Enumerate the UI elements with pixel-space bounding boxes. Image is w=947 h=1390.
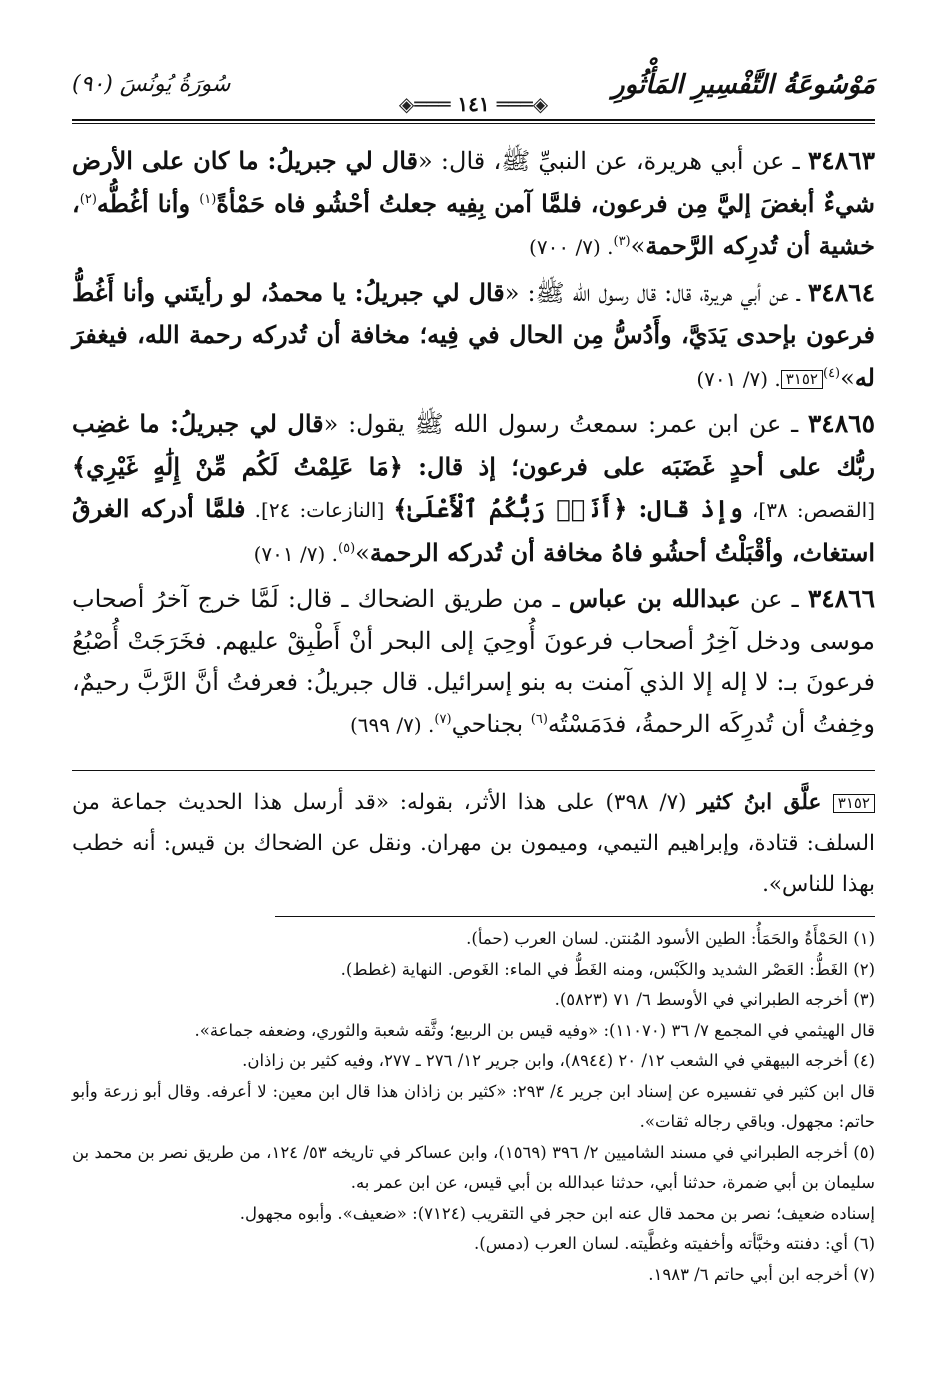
hadith-intro: ـ عن ابن عمر: سمعتُ رسول الله ﷺ يقول: «	[323, 410, 808, 438]
verse-citation: [القصص: ٣٨]،	[742, 498, 875, 522]
quote-close: »	[355, 538, 370, 567]
footnote-ref[interactable]: (١)	[199, 191, 217, 207]
footnote: (٤) أخرجه البيهقي في الشعب ١٢/ ٢٠ (٨٩٤٤)، وابن جرير ١٢/ ٢٧٦ ـ ٢٧٧، وفيه كثير بن زاذان.	[242, 1051, 875, 1070]
ornament-left-icon: ◈═══	[496, 92, 549, 116]
book-title: مَوْسُوعَةُ التَّفْسِيرِ المَأْثُورِ	[612, 70, 875, 100]
footnote: قال ابن كثير في تفسيره عن إسناد ابن جرير ٤/ ٢٩٣: «كثير بن زاذان هذا قال ابن معين: لا أعرفه. وقال أبو زرعة وأبو حاتم: مجهول. وباقي رجاله ثقات».	[72, 1081, 875, 1131]
footnote: (٥) أخرجه الطبراني في مسند الشاميين ٢/ ٣٩٦ (١٥٦٩)، وابن عساكر في تاريخه ٥٣/ ١٢٤، من طريق نصر بن محمد بن سليمان بن أبي ضمرة، حدثنا أبي، حدثنا عبدالله بن أبي قيس، عن ابن عمر به.	[72, 1142, 875, 1192]
commentary-block	[72, 782, 875, 905]
footnote-rule	[275, 916, 875, 917]
commentary-mark[interactable]: ٣١٥٢	[833, 794, 875, 813]
footnote-ref[interactable]: (٣)	[613, 234, 631, 249]
quote-close: »	[840, 363, 855, 392]
hadith-intro: ـ عن أبي هريرة، قال: قال رسول الله ﷺ: «	[504, 278, 808, 307]
verse-citation: [النازعات: ٢٤].	[245, 498, 394, 522]
footnote-ref[interactable]: (٥)	[338, 540, 356, 556]
surah-info: سُورَةُ يُونُسَ (٩٠)	[72, 72, 231, 97]
hadith-quote: قال لي جبريلُ: ما كان على الأرض شيءٌ أبغضَ إليَّ مِن فرعون، فلمَّا آمن بِفِيه جعلتُ أحْشُو فاه حَمْأةً	[72, 146, 875, 218]
quote-close: »	[630, 232, 646, 260]
footnote: (١) الحَمْأَةُ والحَمَأُ: الطين الأسود المُنتن. لسان العرب (حمأ).	[466, 929, 875, 948]
main-text	[72, 140, 875, 749]
hadith-number: ٣٤٨٦٦	[807, 584, 875, 613]
footnote-ref[interactable]: (٦)	[530, 711, 548, 727]
hadith-quote: وإذ قال:	[627, 494, 743, 523]
hadith-entry	[72, 140, 875, 269]
footnote: (٢) الغَطُّ: العَصْر الشديد والكَبْس، ومنه الغَطُّ في الماء: الغَوص. النهاية (غطط).	[340, 959, 875, 979]
hadith-number: ٣٤٨٦٣	[807, 146, 876, 175]
commentary-mark[interactable]: ٣١٥٢	[781, 370, 823, 389]
hadith-entry	[72, 272, 875, 401]
commentary-text: (٧/ ٣٩٨) على هذا الأثر، بقوله: «قد أرسل هذا الحديث جماعة من السلف: قتادة، وإبراهيم التيمي، وميمون بن مهران. ونقل عن الضحاك بن قيس: أنه خطب بهذا للناس».	[72, 790, 875, 897]
footnote: (٧) أخرجه ابن أبي حاتم ٦/ ١٩٨٣.	[648, 1264, 875, 1284]
hadith-quote: ، خشية أن تُدرِكه الرَّحمة	[72, 188, 875, 260]
volume-page-ref: . (٧/ ٧٠٠)	[529, 235, 614, 259]
ornament-right-icon: ═══◈	[398, 92, 451, 116]
volume-page-ref: . (٧/ ٦٩٩)	[349, 712, 435, 737]
volume-page-ref: . (٧/ ٧٠١)	[696, 366, 781, 391]
footnote: (٣) أخرجه الطبراني في الأوسط ٦/ ٧١ (٥٨٢٣).	[554, 990, 875, 1009]
hadith-text: ـ من طريق الضحاك ـ قال: لَمَّا خرج آخرُ أصحاب موسى ودخل آخِرُ أصحاب فرعونَ أُوحِيَ إلى البحر أنْ أَطْبِقْ عليهم. فخَرَجَتْ أُصْبُعُ فرعونَ بـ: لا إله إلا الذي آمنت به بنو إسرائيل. قال جبريلُ: فعرفتُ أنَّ الرَّبَّ رحيمٌ، وخِفتُ أن تُدرِكَه الرحمةُ، فدَمَسْتُه	[72, 585, 875, 738]
footnotes	[72, 924, 875, 1290]
hadith-entry	[72, 403, 875, 575]
quran-verse: ﴿مَا عَلِمْتُ لَكُم مِّنْ إِلَٰهٍ غَيْرِي﴾	[72, 451, 403, 481]
footnote: قال الهيثمي في المجمع ٧/ ٣٦ (١١٠٧٠): «وفيه قيس بن الربيع؛ وثَّقه شعبة والثوري، وضعفه جماعة».	[194, 1020, 875, 1040]
hadith-quote: قال لي جبريلُ: يا محمدُ، لو رأيتَني وأنا أَغُطُّ فرعون بإحدى يَدَيَّ، وأَدُسُّ مِن الحال في فِيه؛ مخافة أن تُدركه رحمة الله، فيغفرَ له	[72, 277, 875, 392]
footnote-ref[interactable]: (٧)	[434, 711, 452, 727]
hadith-intro: ـ عن أبي هريرة، عن النبيِّ ﷺ، قال: «	[418, 147, 808, 175]
header-rule	[72, 119, 875, 124]
commentary-rule	[72, 770, 875, 771]
hadith-quote: قال لي جبريلُ: ما غضِب ربُّك على أحدٍ غَضَبَه على فرعون؛ إذ قال:	[72, 409, 876, 481]
commentator-name: علَّق ابنُ كثير	[697, 790, 833, 815]
hadith-intro: ـ عن	[740, 585, 808, 613]
footnote: إسناده ضعيف؛ نصر بن محمد قال عنه ابن حجر في التقريب (٧١٢٤): «ضعيف». وأبوه مجهول.	[239, 1203, 875, 1223]
page-number: ١٤١	[457, 92, 490, 116]
hadith-number: ٣٤٨٦٤	[807, 277, 875, 307]
hadith-text: بجناحي	[451, 709, 531, 738]
volume-page-ref: . (٧/ ٧٠١)	[253, 541, 339, 566]
quran-verse: ﴿أَنَا۠ رَبُّكُمُ ٱلْأَعْلَىٰ﴾	[393, 494, 628, 523]
hadith-entry	[72, 578, 875, 746]
hadith-number: ٣٤٨٦٥	[807, 409, 875, 438]
footnote-ref[interactable]: (٢)	[79, 191, 97, 207]
hadith-quote: وأنا أغُطُّه	[96, 188, 200, 218]
narrator-name: عبدالله بن عباس	[568, 584, 741, 613]
footnote-ref[interactable]: (٤)	[822, 365, 841, 381]
running-header	[72, 62, 875, 124]
footnote: (٦) أي: دفنته وخبَّأته وأخفيته وغطَّيته. لسان العرب (دمس).	[474, 1234, 875, 1253]
hadith-quote: فلمَّا أدركه الغرقُ استغاث، وأقْبَلْتُ أحشُو فاهُ مخافة أن تُدركه الرحمة	[72, 494, 875, 567]
